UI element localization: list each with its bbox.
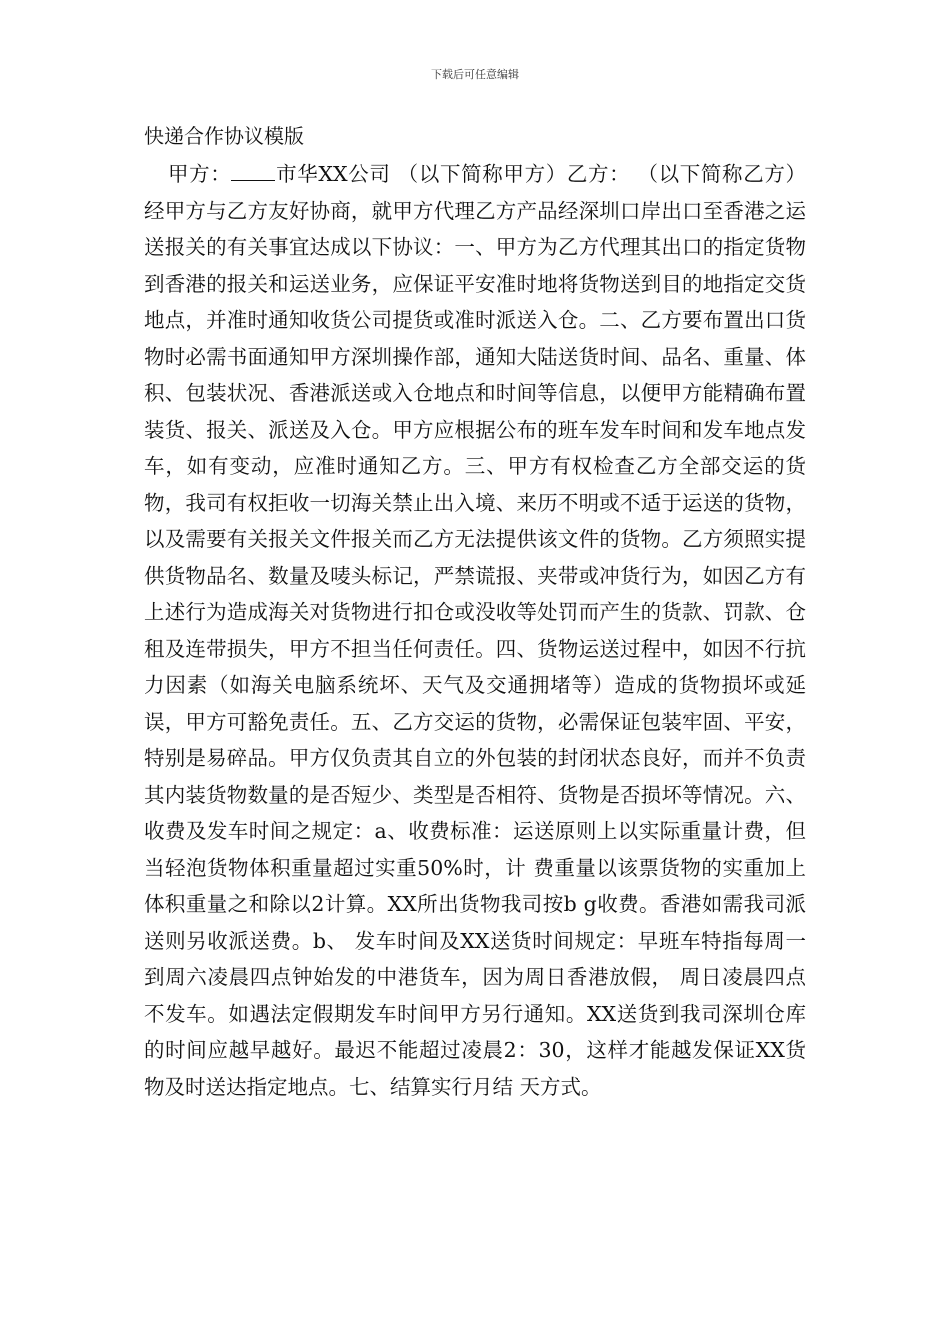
document-title: 快递合作协议模版 — [144, 124, 304, 148]
body-text-start: 甲方： — [168, 162, 232, 186]
page-header: 下载后可任意编辑 — [431, 68, 519, 81]
body-text-main: 市华XX公司 （以下简称甲方）乙方： （以下简称乙方）经甲方与乙方友好协商，就甲方代理乙方产品经深圳口岸出口至香港之运送报关的有关事宜达成以下协议：一、甲方为乙方代理其出口的指定货物到香港的报关和运送业务，应保证平安准时地将货物送到目的地指定交货地点，并准时通知收货公司提货或准时派送入仓。二、乙方要布置出口货物时必需书面通知甲方深圳操作部，通知大陆送货时间、品名、重量、体积、包装状况、香港派送或入仓地点和时间等信息，以便甲方能精确布置装货、报关、派送及入仓。甲方应根据公布的班车发车时间和发车地点发车，如有变动，应准时通知乙方。三、甲方有权检查乙方全部交运的货物，我司有权拒收一切海关禁止出入境、来历不明或不适于运送的货物，以及需要有关报关文件报关而乙方无法提供该文件的货物。乙方须照实提供货物品名、数量及唛头标记，严禁谎报、夹带或冲货行为，如因乙方有上述行为造成海关对货物进行扣仓或没收等处罚而产生的货款、罚款、仓租及连带损失，甲方不担当任何责任。四、货物运送过程中，如因不行抗力因素（如海关电脑系统坏、天气及交通拥堵等）造成的货物损坏或延误，甲方可豁免责任。五、乙方交运的货物，必需保证包装牢固、平安，特别是易碎品。甲方仅负责其自立的外包装的封闭状态良好，而并不负责其内装货物数量的是否短少、类型是否相符、货物是否损坏等情况。六、收费及发车时间之规定：a、收费标准：运送原则上以实际重量计费，但当轻泡货物体积重量超过实重50%时，计 费重量以该票货物的实重加上体积重量之和除以2计算。XX所出货物我司按b g收费。香港如需我司派送则另收派送费。b、 发车时间及XX送货时间规定：早班车特指每周一到周六凌晨四点钟始发的中港货车，因为周日香港放假， 周日凌晨四点不发车。如遇法定假期发车时间甲方另行通知。XX送货到我司深圳仓库的时间应越早越好。最迟不能超过凌晨2：30，这样才能越发保证XX货物及时送达指定地点。七、结算实行月结 天方式。 — [144, 162, 806, 1099]
document-body — [144, 156, 806, 1105]
fill-in-blank — [231, 162, 275, 181]
